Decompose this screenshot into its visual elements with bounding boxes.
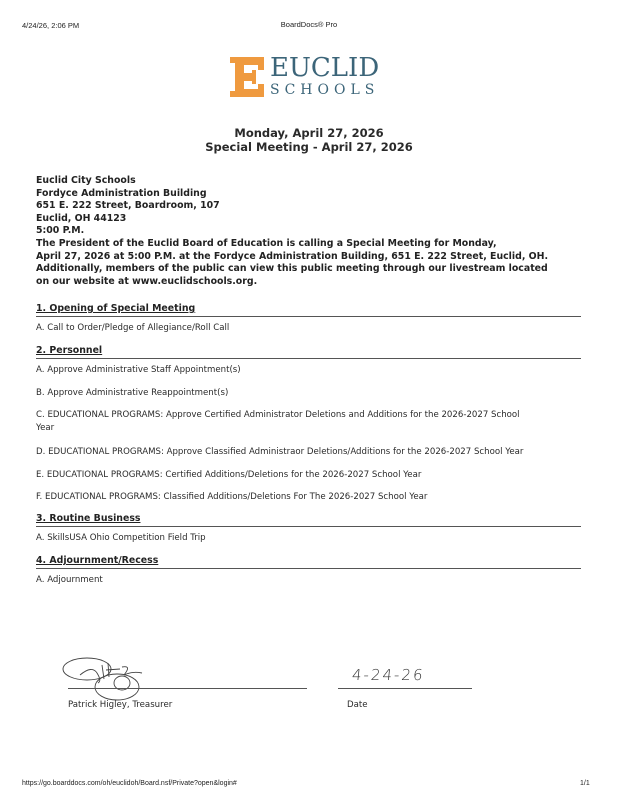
agenda-item[interactable]: A. Adjournment: [36, 575, 103, 585]
print-footer-page: 1/1: [580, 780, 590, 787]
treasurer-signature: [62, 655, 172, 705]
meeting-notice-line: Additionally, members of the public can view this public meeting through our livestream located: [36, 263, 548, 275]
section-title[interactable]: 3. Routine Business: [36, 513, 141, 524]
date-line: [338, 688, 472, 689]
euclid-schools-logo: [230, 53, 390, 101]
meeting-date-title: Monday, April 27, 2026: [234, 126, 384, 140]
agenda-item[interactable]: A. SkillsUSA Ohio Competition Field Trip: [36, 533, 206, 543]
agenda-section-heading: [36, 303, 581, 317]
agenda-item[interactable]: B. Approve Administrative Reappointment(s): [36, 388, 229, 398]
address-line: Euclid, OH 44123: [36, 212, 127, 224]
agenda-item[interactable]: F. EDUCATIONAL PROGRAMS: Classified Additions/Deletions For The 2026-2027 School Year: [36, 492, 428, 502]
agenda-item-continued[interactable]: Year: [36, 423, 55, 433]
agenda-section-heading: [36, 345, 581, 359]
logo-text-euclid: EUCLID: [270, 53, 380, 83]
address-line: 5:00 P.M.: [36, 225, 85, 237]
agenda-section-heading: [36, 555, 581, 569]
agenda-item[interactable]: A. Call to Order/Pledge of Allegiance/Roll Call: [36, 323, 230, 333]
agenda-item[interactable]: A. Approve Administrative Staff Appointment(s): [36, 365, 241, 375]
meeting-title: Special Meeting - April 27, 2026: [205, 140, 413, 154]
section-title[interactable]: 1. Opening of Special Meeting: [36, 303, 196, 314]
handwritten-date: 4-24-26: [351, 666, 426, 684]
date-label: Date: [347, 700, 368, 710]
address-line: Euclid City Schools: [36, 175, 136, 186]
agenda-item[interactable]: C. EDUCATIONAL PROGRAMS: Approve Certified Administrator Deletions and Additions for the 2026-2027 School: [36, 410, 520, 420]
logo-text-schools: SCHOOLS: [270, 82, 380, 98]
meeting-notice-line: April 27, 2026 at 5:00 P.M. at the Fordyce Administration Building, 651 E. 222 Street, Euclid, OH.: [36, 250, 549, 262]
print-footer-url: https://go.boarddocs.com/oh/euclidoh/Board.nsf/Private?open&login#: [22, 780, 237, 787]
print-app-title: BoardDocs® Pro: [280, 20, 338, 29]
print-datetime: 4/24/26, 2:06 PM: [22, 21, 80, 30]
section-title[interactable]: 2. Personnel: [36, 345, 103, 356]
agenda-item[interactable]: E. EDUCATIONAL PROGRAMS: Certified Additions/Deletions for the 2026-2027 School Year: [36, 470, 422, 480]
agenda-item[interactable]: D. EDUCATIONAL PROGRAMS: Approve Classified Administraor Deletions/Additions for the 2026-2027 School Year: [36, 447, 524, 457]
meeting-address-block: [36, 175, 596, 288]
address-line: 651 E. 222 Street, Boardroom, 107: [36, 200, 220, 212]
address-line: Fordyce Administration Building: [36, 187, 207, 199]
meeting-notice-line: on our website at www.euclidschools.org.: [36, 275, 258, 287]
logo-e-icon: [230, 57, 264, 97]
signature-line: [68, 688, 307, 689]
agenda-section-heading: [36, 513, 581, 527]
section-title[interactable]: 4. Adjournment/Recess: [36, 555, 159, 566]
treasurer-name-label: Patrick Higley, Treasurer: [68, 700, 173, 710]
meeting-notice-line: The President of the Euclid Board of Education is calling a Special Meeting for Monday,: [36, 237, 497, 249]
